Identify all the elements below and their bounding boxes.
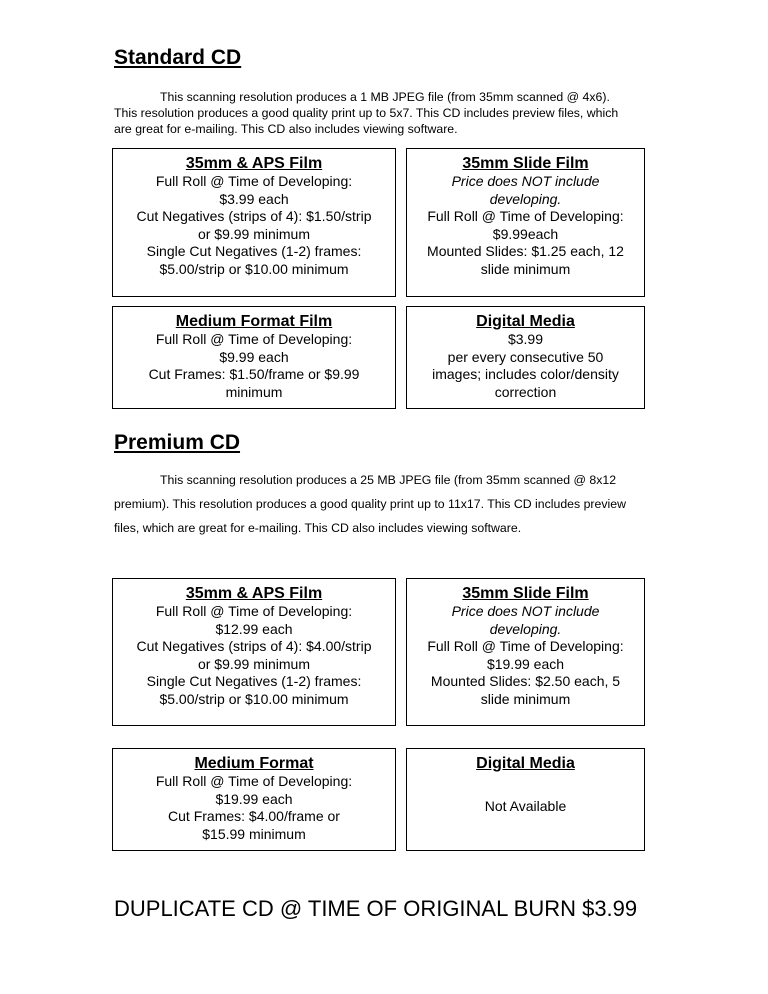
box-line: Full Roll @ Time of Developing: [155, 331, 353, 347]
box-line: correction [494, 383, 557, 400]
box-line: per every consecutive 50 [447, 348, 604, 365]
premium-cd-heading: Premium CD [114, 431, 241, 454]
box-line: Full Roll @ Time of Developing: [427, 638, 624, 654]
premium-medium-format-box [112, 748, 396, 851]
box-line: Cut Negatives (strips of 4): $4.00/strip [136, 638, 372, 654]
box-line: Not Available [484, 798, 567, 814]
box-title: 35mm Slide Film [462, 585, 589, 602]
box-title: 35mm & APS Film [185, 585, 323, 602]
standard-medium-format-box [112, 306, 396, 409]
premium-35mm-aps-box [112, 578, 396, 726]
box-line: Full Roll @ Time of Developing: [155, 773, 353, 789]
box-line: Single Cut Negatives (1-2) frames: [146, 243, 362, 259]
box-line: $3.99 each [219, 190, 289, 207]
box-line: Single Cut Negatives (1-2) frames: [146, 673, 362, 689]
box-line: slide minimum [480, 260, 571, 277]
box-title: Medium Format [194, 755, 314, 772]
box-line: Cut Frames: $4.00/frame or [168, 808, 340, 824]
standard-cd-heading: Standard CD [114, 46, 242, 69]
box-line: Full Roll @ Time of Developing: [155, 603, 353, 619]
box-line: $5.00/strip or $10.00 minimum [159, 260, 349, 277]
standard-slide-film-box [406, 148, 645, 297]
box-line: $5.00/strip or $10.00 minimum [159, 690, 349, 707]
premium-digital-media-box [406, 748, 645, 851]
box-line: $3.99 [507, 331, 544, 347]
box-line: Full Roll @ Time of Developing: [427, 208, 624, 224]
box-title: Medium Format Film [175, 313, 333, 330]
box-title: 35mm & APS Film [185, 155, 323, 172]
box-line: Cut Negatives (strips of 4): $1.50/strip [136, 208, 372, 224]
box-line: Mounted Slides: $1.25 each, 12 [427, 243, 624, 259]
standard-35mm-aps-box [112, 148, 396, 297]
premium-cd-description: This scanning resolution produces a 25 MB JPEG file (from 35mm scanned @ 8x12 premium). This resolution produces a good quality print up to 11x17. This CD includes preview files, which are great for e-mailing. This CD also includes viewing software. [114, 473, 626, 535]
box-note: Price does NOT include developing. [451, 173, 600, 207]
box-title: 35mm Slide Film [462, 155, 589, 172]
standard-cd-description: This scanning resolution produces a 1 MB JPEG file (from 35mm scanned @ 4x6). This resolution produces a good quality print up to 5x7. This CD includes preview files, which are great for e-mailing. This CD also includes viewing software. [114, 90, 619, 136]
box-note: Price does NOT include developing. [451, 603, 600, 637]
box-line: minimum [225, 383, 283, 400]
box-line: images; includes color/density [432, 366, 619, 382]
box-title: Digital Media [476, 313, 575, 330]
duplicate-cd-price: DUPLICATE CD @ TIME OF ORIGINAL BURN $3.99 [114, 896, 638, 921]
box-line: or $9.99 minimum [197, 225, 311, 242]
box-line: $19.99 each [215, 790, 293, 807]
box-line: Full Roll @ Time of Developing: [155, 173, 353, 189]
box-line: Mounted Slides: $2.50 each, 5 [430, 673, 621, 689]
box-line: $9.99each [492, 225, 559, 242]
box-line: $19.99 each [486, 655, 565, 672]
box-line: Cut Frames: $1.50/frame or $9.99 [148, 366, 360, 382]
box-title: Digital Media [476, 755, 575, 772]
standard-digital-media-box [406, 306, 645, 409]
spacer [407, 773, 644, 798]
premium-slide-film-box [406, 578, 645, 726]
box-line: $9.99 each [219, 348, 289, 365]
box-line: or $9.99 minimum [197, 655, 311, 672]
box-line: $15.99 minimum [202, 825, 306, 842]
box-line: $12.99 each [215, 620, 293, 637]
box-line: slide minimum [480, 690, 571, 707]
